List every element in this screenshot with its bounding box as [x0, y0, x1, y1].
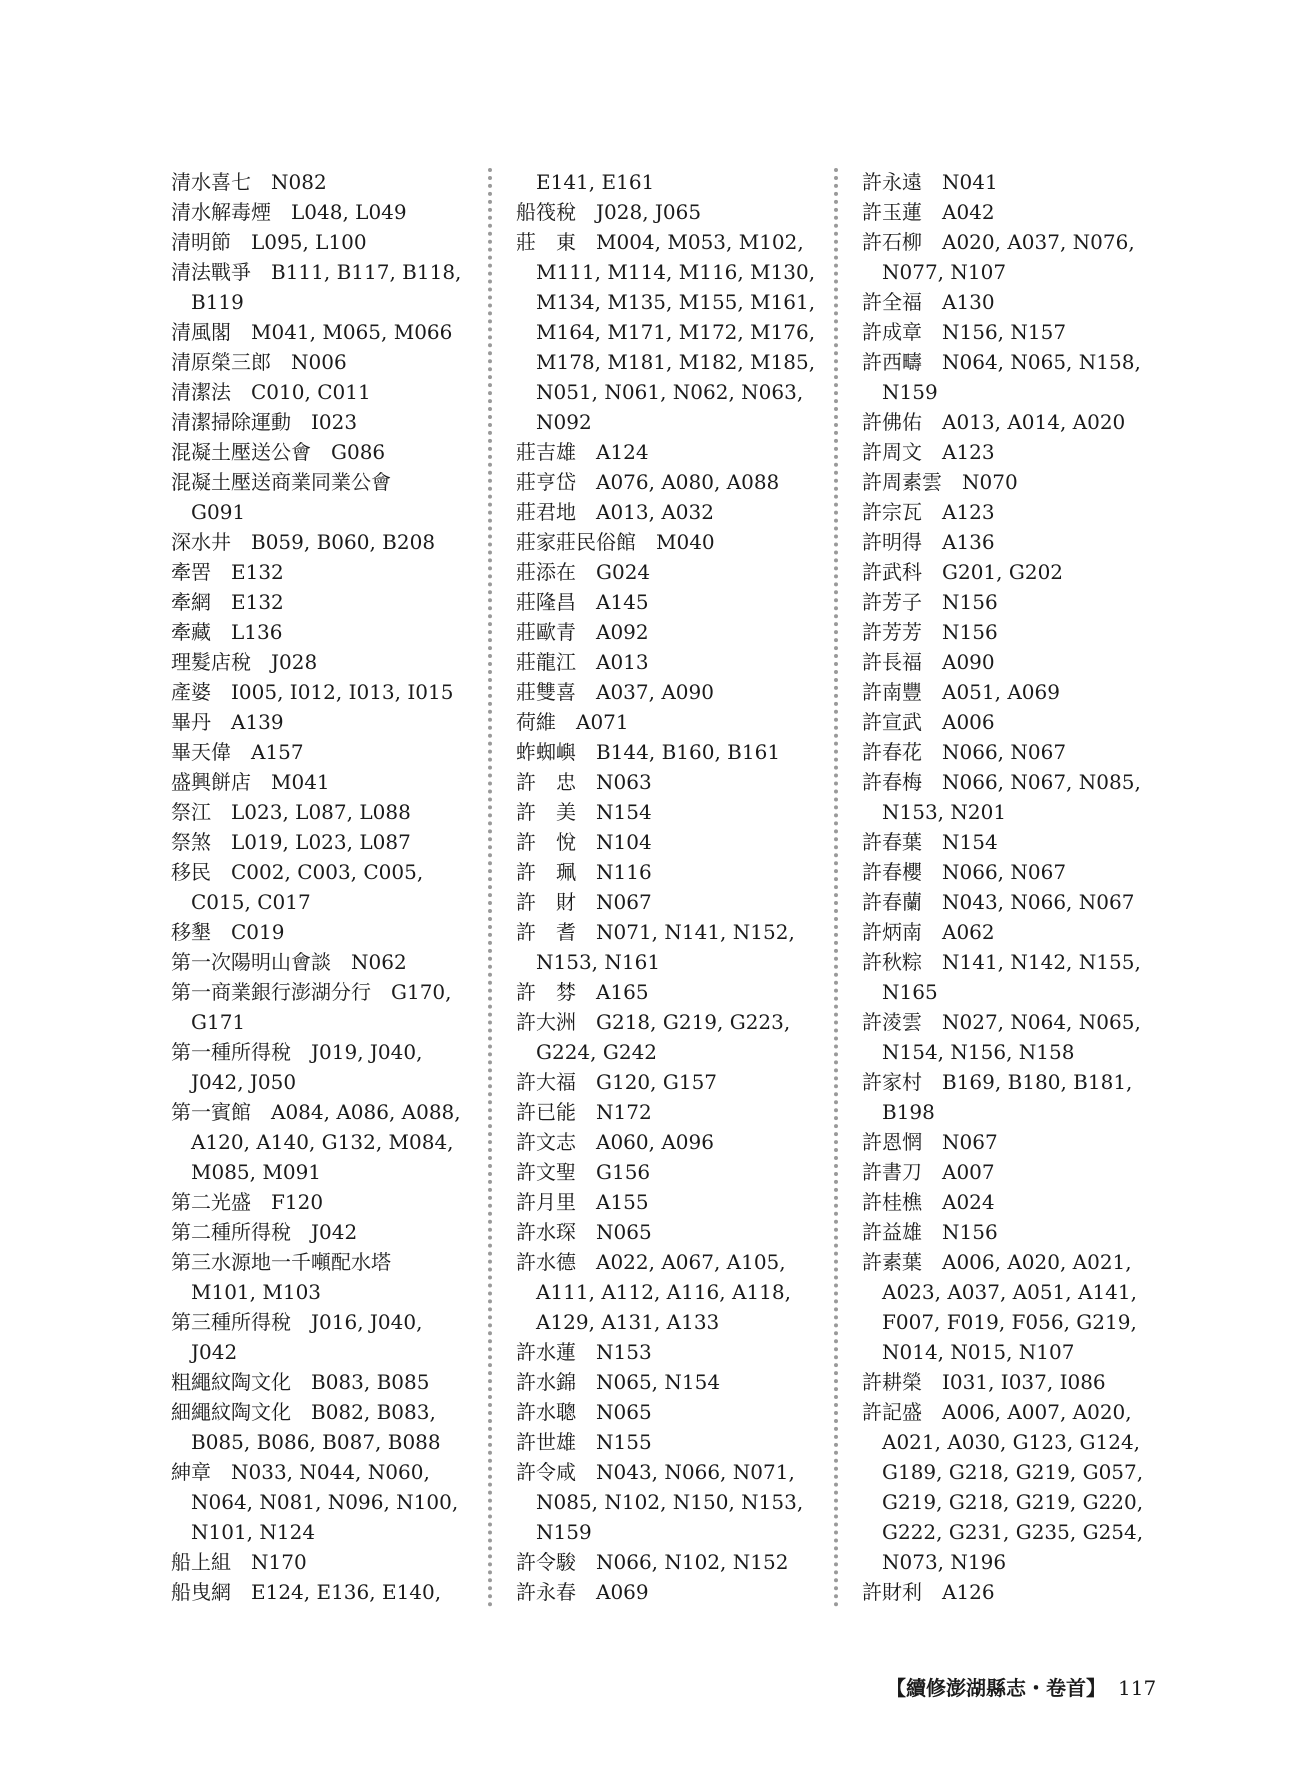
index-entry: 許水德 A022, A067, A105,: [516, 1250, 786, 1274]
index-entry: 許大福 G120, G157: [516, 1070, 718, 1094]
index-entry: 荷維 A071: [516, 710, 629, 734]
index-entry-continuation: J042: [191, 1340, 238, 1364]
index-entry: 許水蓮 N153: [516, 1340, 652, 1364]
index-entry: 許秋粽 N141, N142, N155,: [862, 950, 1141, 974]
index-entry: 許周文 A123: [862, 440, 995, 464]
index-entry-continuation: B198: [882, 1100, 935, 1124]
page-number: 117: [1118, 1676, 1157, 1700]
index-entry-continuation: B085, B086, B087, B088: [191, 1430, 441, 1454]
index-entry-continuation: G171: [191, 1010, 246, 1034]
index-entry: 清明節 L095, L100: [171, 230, 367, 254]
index-entry: 蚱蜘嶼 B144, B160, B161: [516, 740, 781, 764]
index-entry: 許恩惘 N067: [862, 1130, 998, 1154]
index-entry: 混凝土壓送商業同業公會: [171, 470, 391, 494]
index-entry: 許財利 A126: [862, 1580, 995, 1604]
index-entry: 清法戰爭 B111, B117, B118,: [171, 260, 462, 284]
index-entry-continuation: C015, C017: [191, 890, 311, 914]
index-entry: 混凝土壓送公會 G086: [171, 440, 386, 464]
index-entry: 許春蘭 N043, N066, N067: [862, 890, 1135, 914]
index-entry: 許西疇 N064, N065, N158,: [862, 350, 1141, 374]
index-entry: 許周素雲 N070: [862, 470, 1018, 494]
index-entry-continuation: N051, N061, N062, N063,: [536, 380, 804, 404]
index-entry-continuation: N064, N081, N096, N100,: [191, 1490, 459, 1514]
index-entry: 許大洲 G218, G219, G223,: [516, 1010, 791, 1034]
index-entry-continuation: M164, M171, M172, M176,: [536, 320, 816, 344]
index-entry: 粗繩紋陶文化 B083, B085: [171, 1370, 430, 1394]
index-entry: 莊雙喜 A037, A090: [516, 680, 714, 704]
index-entry-continuation: N154, N156, N158: [882, 1040, 1075, 1064]
index-entry: 第二種所得稅 J042: [171, 1220, 358, 1244]
index-entry-continuation: G224, G242: [536, 1040, 658, 1064]
index-entry: 許成章 N156, N157: [862, 320, 1067, 344]
index-entry: 莊家莊民俗館 M040: [516, 530, 715, 554]
index-entry: 許水錦 N065, N154: [516, 1370, 721, 1394]
index-entry: 許家村 B169, B180, B181,: [862, 1070, 1133, 1094]
index-entry: 許令咸 N043, N066, N071,: [516, 1460, 795, 1484]
index-entry-continuation: G219, G218, G219, G220,: [882, 1490, 1144, 1514]
index-entry-continuation: N085, N102, N150, N153,: [536, 1490, 804, 1514]
index-entry: 許宣武 A006: [862, 710, 995, 734]
index-entry-continuation: G091: [191, 500, 246, 524]
index-entry: 畢天偉 A157: [171, 740, 304, 764]
index-entry: 許文志 A060, A096: [516, 1130, 714, 1154]
index-entry: 許水聰 N065: [516, 1400, 652, 1424]
index-entry: 許令駿 N066, N102, N152: [516, 1550, 789, 1574]
index-entry-continuation: A021, A030, G123, G124,: [882, 1430, 1141, 1454]
index-entry-continuation: A120, A140, G132, M084,: [191, 1130, 454, 1154]
index-entry: 理髮店稅 J028: [171, 650, 318, 674]
index-entry-continuation: N153, N201: [882, 800, 1007, 824]
index-entry: 清水解毒煙 L048, L049: [171, 200, 407, 224]
index-entry: 許 美 N154: [516, 800, 652, 824]
index-entry: 許春葉 N154: [862, 830, 998, 854]
index-entry: 船上組 N170: [171, 1550, 307, 1574]
index-entry: 細繩紋陶文化 B082, B083,: [171, 1400, 436, 1424]
column-divider-1: [488, 168, 492, 1608]
column-divider-2: [834, 168, 838, 1608]
index-entry: 第一賓館 A084, A086, A088,: [171, 1100, 461, 1124]
index-entry: 紳章 N033, N044, N060,: [171, 1460, 430, 1484]
index-entry: 許書刀 A007: [862, 1160, 995, 1184]
index-entry-continuation: N165: [882, 980, 938, 1004]
index-entry-continuation: F007, F019, F056, G219,: [882, 1310, 1137, 1334]
index-entry: 許已能 N172: [516, 1100, 652, 1124]
index-entry-continuation: E141, E161: [536, 170, 655, 194]
index-entry: 許春梅 N066, N067, N085,: [862, 770, 1141, 794]
index-entry: 許明得 A136: [862, 530, 995, 554]
index-entry: 牽罟 E132: [171, 560, 284, 584]
index-entry: 莊龍江 A013: [516, 650, 649, 674]
index-entry: 許耕榮 I031, I037, I086: [862, 1370, 1106, 1394]
index-entry: 許宗瓦 A123: [862, 500, 995, 524]
index-entry: 船筏稅 J028, J065: [516, 200, 702, 224]
index-entry: 許永遠 N041: [862, 170, 998, 194]
index-entry: 莊吉雄 A124: [516, 440, 649, 464]
index-entry: 莊亨岱 A076, A080, A088: [516, 470, 780, 494]
book-title: 【續修澎湖縣志・卷首】: [886, 1676, 1106, 1700]
index-entry-continuation: N153, N161: [536, 950, 661, 974]
index-entry: 許 棼 A165: [516, 980, 649, 1004]
index-entry-continuation: N101, N124: [191, 1520, 316, 1544]
index-entry: 許永春 A069: [516, 1580, 649, 1604]
index-entry: 許淩雲 N027, N064, N065,: [862, 1010, 1141, 1034]
index-entry: 畢丹 A139: [171, 710, 284, 734]
index-entry: 許 忠 N063: [516, 770, 652, 794]
index-entry: 許芳子 N156: [862, 590, 998, 614]
index-entry: 許素葉 A006, A020, A021,: [862, 1250, 1132, 1274]
index-entry: 許 耆 N071, N141, N152,: [516, 920, 795, 944]
index-entry-continuation: A023, A037, A051, A141,: [882, 1280, 1137, 1304]
index-entry-continuation: M178, M181, M182, M185,: [536, 350, 816, 374]
index-entry: 許石柳 A020, A037, N076,: [862, 230, 1135, 254]
index-entry: 清潔法 C010, C011: [171, 380, 371, 404]
index-entry: 許記盛 A006, A007, A020,: [862, 1400, 1132, 1424]
index-entry: 盛興餅店 M041: [171, 770, 330, 794]
index-entry: 許春花 N066, N067: [862, 740, 1067, 764]
index-column-2: [516, 167, 816, 1607]
index-entry: 第一種所得稅 J019, J040,: [171, 1040, 423, 1064]
index-entry-continuation: N014, N015, N107: [882, 1340, 1075, 1364]
index-entry-continuation: G189, G218, G219, G057,: [882, 1460, 1144, 1484]
page-footer: [886, 1674, 1186, 1702]
index-entry: 莊歐青 A092: [516, 620, 649, 644]
index-entry: 牽藏 L136: [171, 620, 283, 644]
index-entry-continuation: N073, N196: [882, 1550, 1007, 1574]
index-entry: 清風閣 M041, M065, M066: [171, 320, 453, 344]
index-entry: 第三種所得稅 J016, J040,: [171, 1310, 423, 1334]
index-entry: 許春櫻 N066, N067: [862, 860, 1067, 884]
index-entry: 莊君地 A013, A032: [516, 500, 714, 524]
index-entry: 許世雄 N155: [516, 1430, 652, 1454]
index-entry: 第三水源地一千噸配水塔: [171, 1250, 391, 1274]
index-entry: 許長福 A090: [862, 650, 995, 674]
index-entry-continuation: N077, N107: [882, 260, 1007, 284]
index-entry-continuation: N159: [536, 1520, 592, 1544]
index-entry: 清水喜七 N082: [171, 170, 327, 194]
index-entry: 祭江 L023, L087, L088: [171, 800, 411, 824]
index-entry: 許全福 A130: [862, 290, 995, 314]
index-entry: 莊 東 M004, M053, M102,: [516, 230, 804, 254]
index-entry: 許文聖 G156: [516, 1160, 651, 1184]
index-entry: 牽網 E132: [171, 590, 284, 614]
index-column-3: [862, 167, 1162, 1607]
index-entry-continuation: N159: [882, 380, 938, 404]
index-entry: 許佛佑 A013, A014, A020: [862, 410, 1126, 434]
index-entry-continuation: M134, M135, M155, M161,: [536, 290, 816, 314]
index-entry-continuation: M111, M114, M116, M130,: [536, 260, 816, 284]
index-entry: 許芳芳 N156: [862, 620, 998, 644]
index-entry: 第一次陽明山會談 N062: [171, 950, 407, 974]
index-entry: 許南豐 A051, A069: [862, 680, 1060, 704]
index-entry-continuation: A111, A112, A116, A118,: [536, 1280, 791, 1304]
index-entry: 許 悅 N104: [516, 830, 652, 854]
index-entry-continuation: M085, M091: [191, 1160, 322, 1184]
index-entry-continuation: N092: [536, 410, 592, 434]
index-column-1: [171, 167, 471, 1607]
index-entry: 移民 C002, C003, C005,: [171, 860, 424, 884]
index-entry: 許 財 N067: [516, 890, 652, 914]
index-entry: 祭煞 L019, L023, L087: [171, 830, 411, 854]
index-entry: 許月里 A155: [516, 1190, 649, 1214]
index-entry: 產婆 I005, I012, I013, I015: [171, 680, 454, 704]
index-entry-continuation: J042, J050: [191, 1070, 297, 1094]
index-entry: 第二光盛 F120: [171, 1190, 324, 1214]
index-entry: 深水井 B059, B060, B208: [171, 530, 436, 554]
index-entry: 第一商業銀行澎湖分行 G170,: [171, 980, 452, 1004]
index-entry-continuation: A129, A131, A133: [536, 1310, 720, 1334]
index-entry: 莊添在 G024: [516, 560, 651, 584]
index-entry-continuation: G222, G231, G235, G254,: [882, 1520, 1144, 1544]
index-entry: 許益雄 N156: [862, 1220, 998, 1244]
index-entry: 莊隆昌 A145: [516, 590, 649, 614]
index-entry: 許玉蓮 A042: [862, 200, 995, 224]
index-entry: 許 珮 N116: [516, 860, 652, 884]
index-entry: 船曳網 E124, E136, E140,: [171, 1580, 442, 1604]
index-entry: 許武科 G201, G202: [862, 560, 1064, 584]
index-entry-continuation: M101, M103: [191, 1280, 322, 1304]
index-entry: 移墾 C019: [171, 920, 285, 944]
index-entry: 許桂樵 A024: [862, 1190, 995, 1214]
index-entry: 許水琛 N065: [516, 1220, 652, 1244]
index-entry: 清原榮三郎 N006: [171, 350, 347, 374]
index-entry: 許炳南 A062: [862, 920, 995, 944]
index-entry-continuation: B119: [191, 290, 244, 314]
index-entry: 清潔掃除運動 I023: [171, 410, 358, 434]
